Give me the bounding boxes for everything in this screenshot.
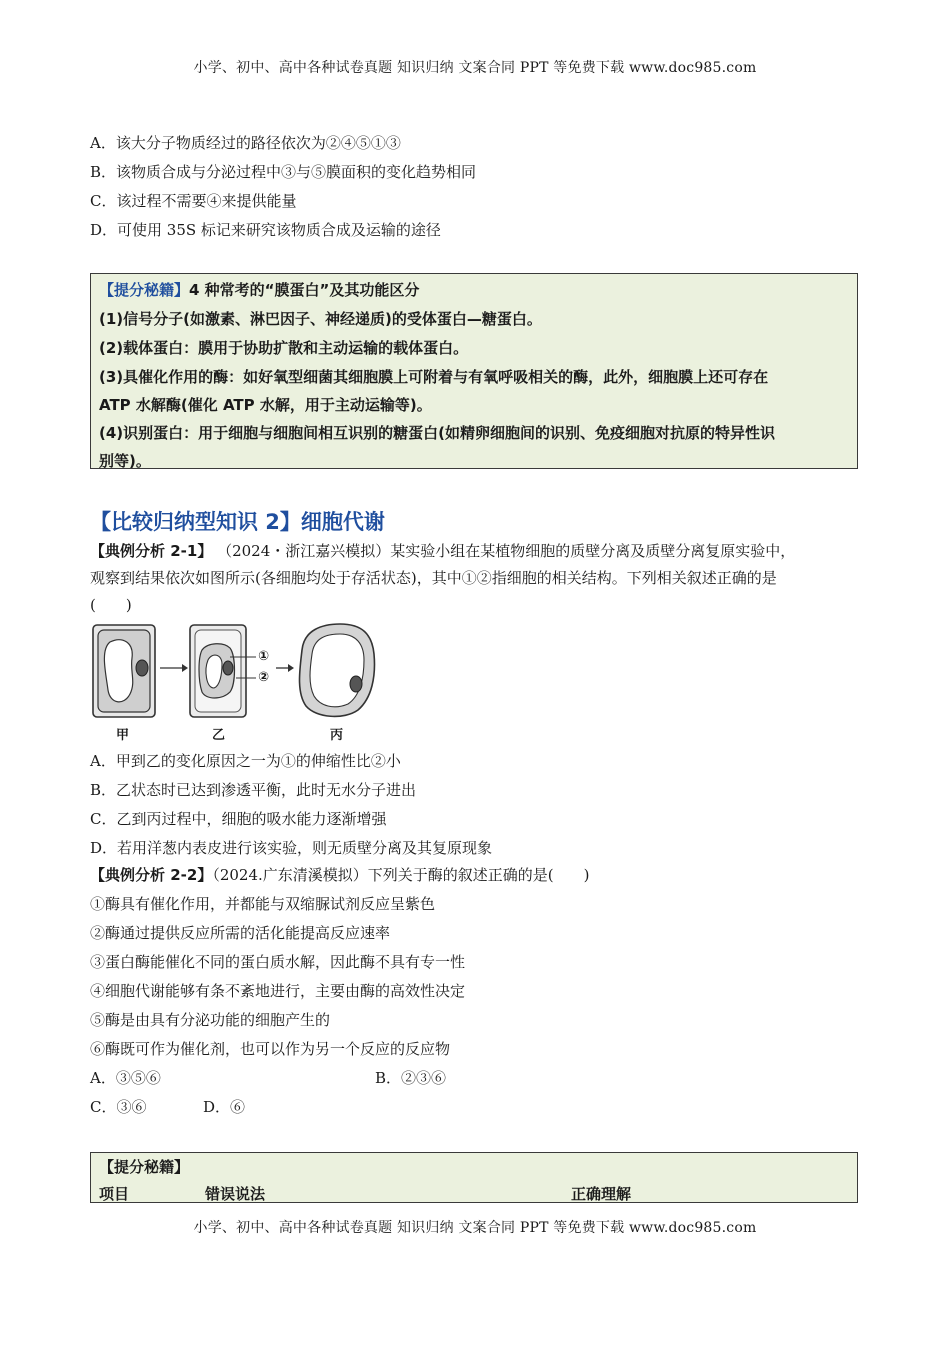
plasmolysis-figure [90, 620, 390, 742]
example-2-1-line-1 [90, 540, 795, 561]
tip-line-5: (4)识别蛋白：用于细胞与细胞间相互识别的糖蛋白(如精卵细胞间的识别、免疫细胞对抗原的特异性识 [99, 424, 776, 442]
option-d: D．可使用 35S 标记来研究该物质合成及运输的途径 [90, 221, 441, 239]
tip-line-3: (3)具催化作用的酶：如好氧型细菌其细胞膜上可附着与有氧呼吸相关的酶，此外，细胞膜上还可存在 [99, 368, 769, 386]
marker-2: ② [258, 670, 270, 685]
tip-box-enzyme-table [90, 1152, 858, 1203]
example-2-2-item-6: ⑥酶既可作为催化剂，也可以作为另一个反应的反应物 [90, 1040, 451, 1058]
option-b: B．该物质合成与分泌过程中③与⑤膜面积的变化趋势相同 [90, 163, 477, 181]
table-col-correct: 正确理解 [571, 1185, 632, 1203]
tip-line-6: 别等)。 [99, 452, 151, 470]
section-title: 【比较归纳型知识 2】细胞代谢 [90, 510, 385, 534]
tip-box-title-line [99, 279, 419, 300]
tip-line-2: (2)载体蛋白：膜用于协助扩散和主动运输的载体蛋白。 [99, 339, 469, 357]
cell-yi [190, 625, 246, 717]
label-yi: 乙 [212, 728, 226, 743]
example-2-1-line-3: ( ) [90, 596, 132, 614]
example-2-2-line-1 [90, 864, 589, 885]
table-col-item: 项目 [99, 1185, 130, 1203]
plasmolysis-diagram [90, 620, 390, 742]
option-c: C．该过程不需要④来提供能量 [90, 192, 297, 210]
tip-line-4: ATP 水解酶(催化 ATP 水解，用于主动运输等)。 [99, 396, 432, 414]
example-2-1-line-2: 观察到结果依次如图所示(各细胞均处于存活状态)，其中①②指细胞的相关结构。下列相关叙述正确的是 [90, 569, 777, 587]
example-2-2-item-2: ②酶通过提供反应所需的活化能提高反应速率 [90, 924, 391, 942]
example-2-2-stem: （2024.广东清溪模拟）下列关于酶的叙述正确的是( ) [212, 866, 590, 884]
arrow-1 [160, 664, 188, 672]
example-2-1-option-c: C．乙到丙过程中，细胞的吸水能力逐渐增强 [90, 810, 387, 828]
example-2-1-option-a: A．甲到乙的变化原因之一为①的伸缩性比②小 [90, 752, 401, 770]
tip-title: 4 种常考的“膜蛋白”及其功能区分 [189, 281, 420, 299]
example-2-2-head: 【典例分析 2-2】 [90, 866, 213, 884]
example-2-1-option-d: D．若用洋葱内表皮进行该实验，则无质壁分离及其复原现象 [90, 839, 493, 857]
example-2-2-item-1: ①酶具有催化作用，并都能与双缩脲试剂反应呈紫色 [90, 895, 436, 913]
example-2-2-option-b: B．②③⑥ [375, 1069, 447, 1087]
example-2-2-option-d: D．⑥ [203, 1098, 246, 1116]
example-2-2-item-5: ⑤酶是由具有分泌功能的细胞产生的 [90, 1011, 331, 1029]
table-col-wrong: 错误说法 [205, 1185, 266, 1203]
cell-bing [300, 624, 375, 716]
example-2-2-option-a: A．③⑤⑥ [90, 1069, 161, 1087]
tip-box-membrane-proteins [90, 273, 858, 469]
example-2-2-item-4: ④细胞代谢能够有条不紊地进行，主要由酶的高效性决定 [90, 982, 466, 1000]
example-2-1-option-b: B．乙状态时已达到渗透平衡，此时无水分子进出 [90, 781, 417, 799]
example-2-2-option-c: C．③⑥ [90, 1098, 147, 1116]
tip2-tag: 【提分秘籍】 [99, 1158, 190, 1176]
cell-jia [93, 625, 155, 717]
tip-line-1: (1)信号分子(如激素、淋巴因子、神经递质)的受体蛋白—糖蛋白。 [99, 310, 542, 328]
page-header: 小学、初中、高中各种试卷真题 知识归纳 文案合同 PPT 等免费下载 www.doc985.com [193, 60, 757, 76]
tip-tag: 【提分秘籍】 [99, 281, 190, 299]
marker-1: ① [258, 649, 270, 664]
label-bing: 丙 [330, 728, 344, 743]
label-jia: 甲 [116, 728, 130, 743]
example-2-1-stem-1: （2024・浙江嘉兴模拟）某实验小组在某植物细胞的质壁分离及质壁分离复原实验中， [212, 542, 796, 560]
example-2-1-head: 【典例分析 2-1】 [90, 542, 213, 560]
option-a: A．该大分子物质经过的路径依次为②④⑤①③ [90, 134, 401, 152]
example-2-2-item-3: ③蛋白酶能催化不同的蛋白质水解，因此酶不具有专一性 [90, 953, 466, 971]
arrow-2 [276, 664, 294, 672]
page-footer: 小学、初中、高中各种试卷真题 知识归纳 文案合同 PPT 等免费下载 www.doc985.com [193, 1220, 757, 1236]
